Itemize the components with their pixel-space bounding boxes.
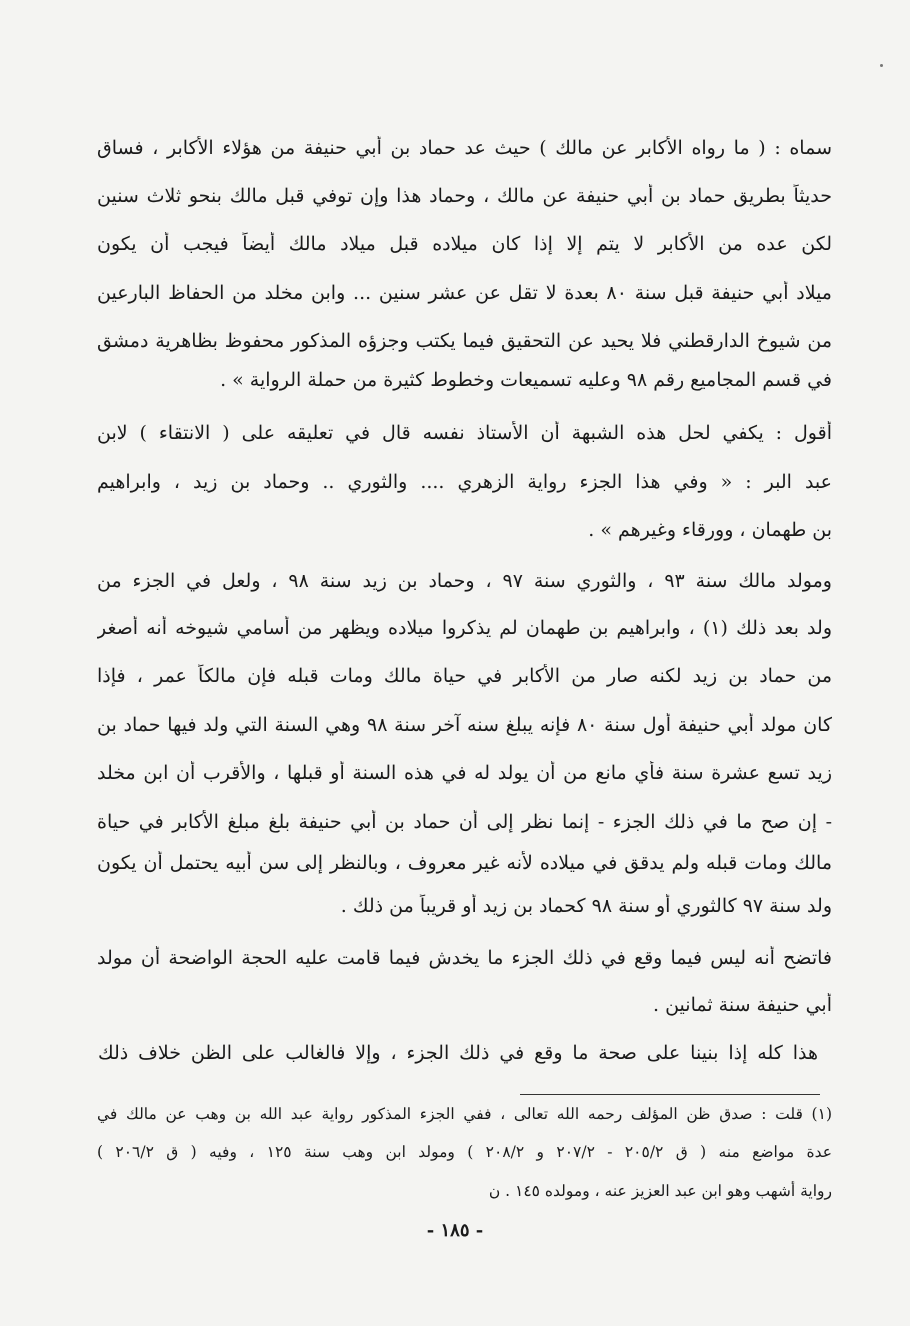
text-line: من شيوخ الدارقطني فلا يحيد عن التحقيق فيما يكتب وجزؤه المذكور محفوظ بظاهرية دمشق bbox=[97, 330, 832, 352]
text-line: ميلاد أبي حنيفة قبل سنة ٨٠ بعدة لا تقل عن عشر سنين ... وابن مخلد من الحفاظ البارعين bbox=[97, 282, 832, 304]
text-line: سماه : ( ما رواه الأكابر عن مالك ) حيث عد حماد بن أبي حنيفة من هؤلاء الأكابر ، فساق bbox=[97, 137, 832, 159]
scan-speck bbox=[880, 64, 883, 67]
text-line: أقول : يكفي لحل هذه الشبهة أن الأستاذ نفسه قال في تعليقه على ( الانتقاء ) لابن bbox=[97, 422, 832, 444]
footnote-line: عدة مواضع منه ( ق ٢٠٥/٢ - ٢٠٧/٢ و ٢٠٨/٢ ) ومولد ابن وهب سنة ١٢٥ ، وفيه ( ق ٢٠٦/٢ ) bbox=[97, 1143, 832, 1161]
text-line: ومولد مالك سنة ٩٣ ، والثوري سنة ٩٧ ، وحماد بن زيد سنة ٩٨ ، ولعل في الجزء من bbox=[97, 570, 832, 592]
text-line: عبد البر : « وفي هذا الجزء رواية الزهري .... والثوري .. وحماد بن زيد ، وابراهيم bbox=[97, 471, 832, 493]
text-line: في قسم المجاميع رقم ٩٨ وعليه تسميعات وخطوط كثيرة من حملة الرواية » . bbox=[220, 369, 832, 391]
text-line: فاتضح أنه ليس فيما وقع في ذلك الجزء ما يخدش فيما قامت عليه الحجة الواضحة أن مولد bbox=[97, 947, 832, 969]
text-line: - إن صح ما في ذلك الجزء - إنما نظر إلى أن حماد بن أبي حنيفة بلغ مبلغ الأكابر في حياة bbox=[97, 811, 832, 833]
text-line: ولد سنة ٩٧ كالثوري أو سنة ٩٨ كحماد بن زيد أو قريباً من ذلك . bbox=[340, 895, 832, 917]
text-line: أبي حنيفة سنة ثمانين . bbox=[653, 994, 832, 1016]
text-line: بن طهمان ، وورقاء وغيرهم » . bbox=[588, 519, 832, 541]
footnote-separator bbox=[520, 1094, 820, 1095]
text-line: كان مولد أبي حنيفة أول سنة ٨٠ فإنه يبلغ سنه آخر سنة ٩٨ وهي السنة التي ولد فيها حماد بن bbox=[97, 714, 832, 736]
text-line: لكن عده من الأكابر لا يتم إلا إذا كان ميلاده قبل ميلاد مالك أيضاً فيجب أن يكون bbox=[97, 233, 832, 255]
text-line: حديثاً بطريق حماد بن أبي حنيفة عن مالك ، وحماد هذا وإن توفي قبل مالك بنحو ثلاث سنين bbox=[97, 185, 832, 207]
text-line: زيد تسع عشرة سنة فأي مانع من أن يولد له في هذه السنة أو قبلها ، والأقرب أن ابن مخلد bbox=[97, 762, 832, 784]
footnote-line: (١) قلت : صدق ظن المؤلف رحمه الله تعالى ، ففي الجزء المذكور رواية عبد الله بن وهب عن مالك في bbox=[97, 1105, 832, 1123]
footnote-line: رواية أشهب وهو ابن عبد العزيز عنه ، ومولده ١٤٥ . ن bbox=[488, 1182, 832, 1200]
text-line: من حماد بن زيد لكنه صار من الأكابر في حياة مالك ومات قبله فإن مالكاً عمر ، فإذا bbox=[97, 665, 832, 687]
text-line: هذا كله إذا بنينا على صحة ما وقع في ذلك الجزء ، وإلا فالغالب على الظن خلاف ذلك bbox=[98, 1042, 818, 1064]
page-number: - ١٨٥ - bbox=[426, 1220, 484, 1241]
text-line: ولد بعد ذلك (١) ، وابراهيم بن طهمان لم يذكروا ميلاده ويظهر من أسامي شيوخه أنه أصغر bbox=[97, 617, 832, 639]
text-line: مالك ومات قبله ولم يدقق في ميلاده لأنه غير معروف ، وبالنظر إلى سن أبيه يحتمل أن يكون bbox=[97, 852, 832, 874]
